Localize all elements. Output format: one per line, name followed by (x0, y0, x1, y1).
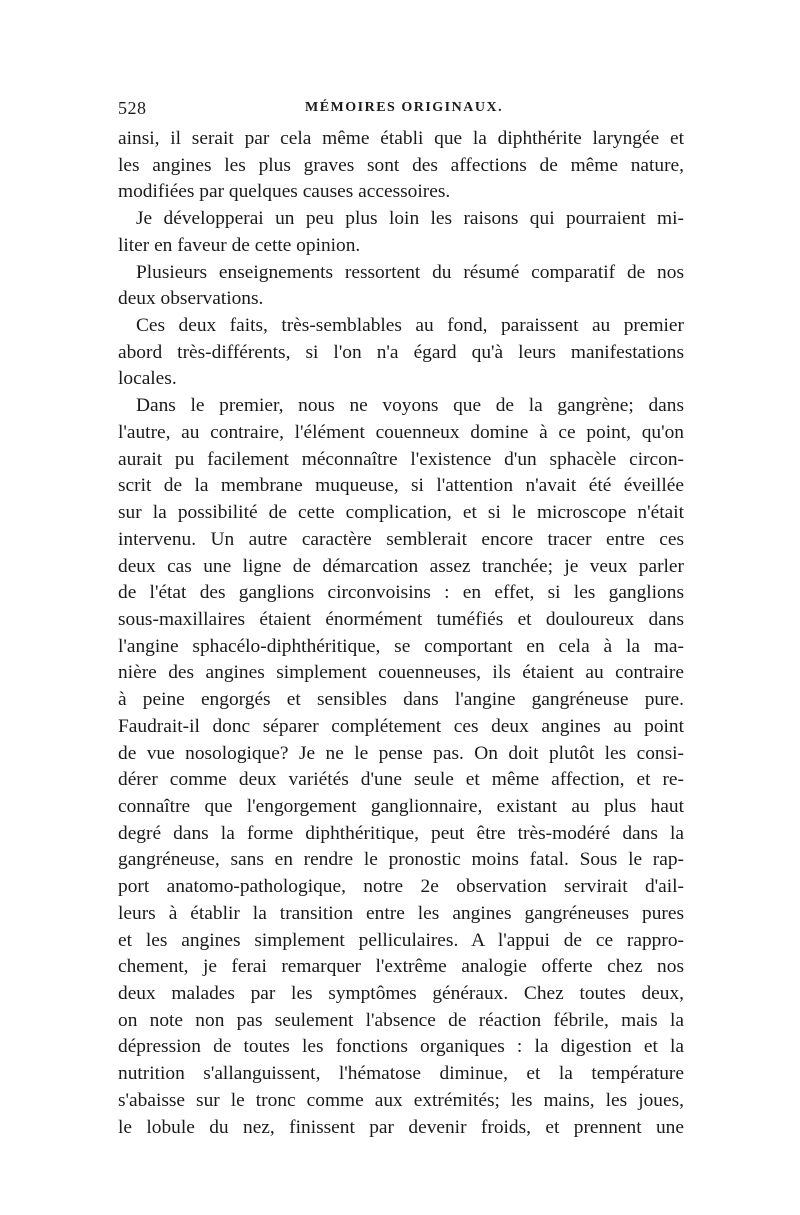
text-line: port anatomo-pathologique, notre 2e observation servirait d'ail- (118, 876, 684, 898)
text-line: connaître que l'engorgement ganglionnaire, existant au plus haut (118, 795, 684, 817)
text-line: Dans le premier, nous ne voyons que de la gangrène; dans (136, 395, 684, 417)
text-line: deux malades par les symptômes généraux. Chez toutes deux, (118, 983, 684, 1004)
text-line: Plusieurs enseignements ressortent du résumé comparatif de nos (136, 261, 684, 283)
text-line: gangréneuse, sans en rendre le pronostic moins fatal. Sous le rap- (118, 849, 684, 871)
text-line: s'abaisse sur le tronc comme aux extrémités; les mains, les joues, (118, 1089, 684, 1111)
text-line: sur la possibilité de cette complication, et si le microscope n'était (118, 502, 684, 524)
text-line: deux observations. (118, 288, 264, 310)
text-line: degré dans la forme diphthéritique, peut être très-modéré dans la (118, 822, 684, 844)
body-text (118, 126, 684, 1141)
text-line: de vue nosologique? Je ne le pense pas. On doit plutôt les consi- (118, 742, 684, 764)
text-line: nutrition s'allanguissent, l'hématose diminue, et la température (118, 1063, 684, 1085)
text-line: modifiées par quelques causes accessoires. (118, 181, 451, 203)
text-line: dérer comme deux variétés d'une seule et même affection, et re- (118, 769, 684, 791)
text-line: aurait pu facilement méconnaître l'existence d'un sphacèle circon- (118, 448, 684, 470)
text-line: liter en faveur de cette opinion. (118, 234, 361, 256)
text-line: et les angines simplement pelliculaires. A l'appui de ce rappro- (118, 929, 684, 951)
text-line: l'angine sphacélo-diphthéritique, se comportant en cela à la ma- (118, 635, 684, 657)
running-title: MÉMOIRES ORIGINAUX. (305, 100, 504, 115)
page-header (118, 98, 684, 120)
text-line: leurs à établir la transition entre les angines gangréneuses pures (118, 902, 684, 924)
page-number: 528 (118, 98, 147, 118)
text-line: sous-maxillaires étaient énormément tuméfiés et douloureux dans (118, 608, 684, 630)
text-line: de l'état des ganglions circonvoisins : en effet, si les ganglions (118, 582, 684, 604)
text-line: l'autre, au contraire, l'élément couenneux domine à ce point, qu'on (118, 421, 684, 443)
text-line: Faudrait-il donc séparer complétement ces deux angines au point (118, 715, 684, 737)
text-line: chement, je ferai remarquer l'extrême analogie offerte chez nos (118, 956, 684, 978)
text-line: dépression de toutes les fonctions organiques : la digestion et la (118, 1036, 684, 1058)
text-line: nière des angines simplement couenneuses, ils étaient au contraire (118, 662, 684, 684)
text-line: Je développerai un peu plus loin les raisons qui pourraient mi- (136, 208, 684, 230)
text-line: Ces deux faits, très-semblables au fond, paraissent au premier (136, 315, 684, 337)
text-line: deux cas une ligne de démarcation assez tranchée; je veux parler (118, 555, 684, 577)
text-line: locales. (118, 368, 177, 390)
text-line: à peine engorgés et sensibles dans l'angine gangréneuse pure. (118, 689, 684, 711)
text-line: le lobule du nez, finissent par devenir froids, et prennent une (118, 1116, 684, 1138)
text-line: on note non pas seulement l'absence de réaction fébrile, mais la (118, 1009, 684, 1031)
text-line: intervenu. Un autre caractère semblerait encore tracer entre ces (118, 528, 684, 550)
text-line: ainsi, il serait par cela même établi que la diphthérite laryngée et (118, 128, 684, 149)
text-line: les angines les plus graves sont des affections de même nature, (118, 154, 684, 176)
text-line: abord très-différents, si l'on n'a égard qu'à leurs manifestations (118, 341, 684, 363)
text-line: scrit de la membrane muqueuse, si l'attention n'avait été éveillée (118, 475, 684, 497)
